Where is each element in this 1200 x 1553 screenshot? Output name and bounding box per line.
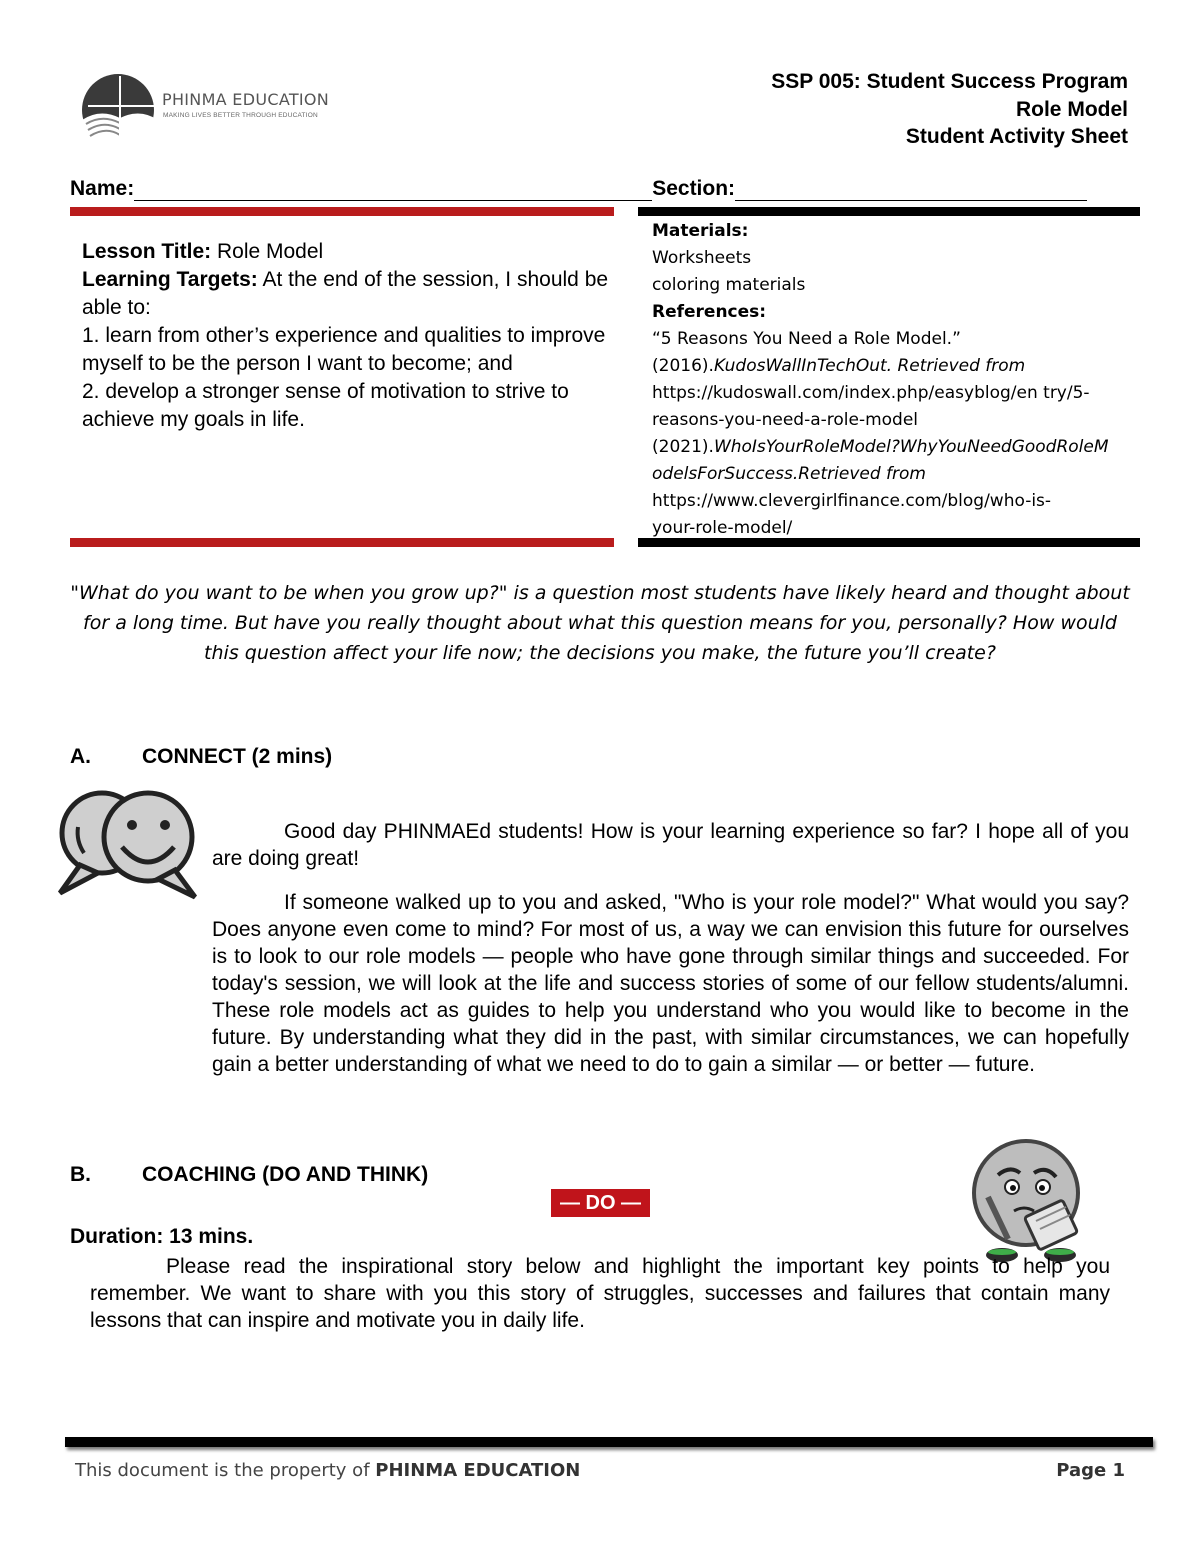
intro-quote: "What do you want to be when you grow up?" is a question most students have likely heard and thought about for a long time. But have you really thought about what this question means for you, personally? How would this question affect your life now; the decisions you make, the future you’ll create? bbox=[70, 582, 1130, 664]
reference-link[interactable]: reasons-you-need-a-role-model bbox=[652, 410, 919, 430]
reference-line: odelsForSuccess.Retrieved from bbox=[652, 464, 926, 484]
divider-black-top bbox=[638, 207, 1140, 216]
section-b-para: Please read the inspirational story below and highlight the important key points to help you remember. We want to share with you this story of struggles, successes and failures that contain many lessons that can inspire and motivate you in daily life. bbox=[90, 1255, 1110, 1332]
learning-target-2: 2. develop a stronger sense of motivation to strive to achieve my goals in life. bbox=[82, 380, 569, 431]
page-number: Page 1 bbox=[1056, 1460, 1125, 1481]
footer-ownership: This document is the property of PHINMA EDUCATION bbox=[75, 1460, 581, 1481]
lesson-heading: Role Model bbox=[1015, 98, 1128, 121]
material-item: Worksheets bbox=[652, 248, 752, 268]
section-field[interactable] bbox=[735, 180, 1087, 201]
reference-line: (2021).WhoIsYourRoleModel?WhyYouNeedGoodRoleM bbox=[652, 437, 1109, 457]
reference-line: (2016).KudosWallInTechOut. Retrieved from bbox=[652, 356, 1026, 376]
lesson-title-label: Lesson Title: bbox=[82, 240, 212, 263]
duration: Duration: 13 mins. bbox=[70, 1225, 254, 1248]
section-a-para1: Good day PHINMAEd students! How is your learning experience so far? I hope all of you are doing great! bbox=[212, 820, 1129, 870]
section-a-title: CONNECT (2 mins) bbox=[142, 745, 333, 768]
reference-link[interactable]: https://kudoswall.com/index.php/easyblog/en try/5- bbox=[652, 383, 1090, 403]
section-a-letter: A. bbox=[70, 745, 91, 768]
materials-box bbox=[652, 218, 1137, 542]
divider-red-bottom bbox=[70, 538, 614, 547]
do-badge: — DO — bbox=[551, 1189, 650, 1217]
materials-label: Materials: bbox=[652, 221, 749, 241]
reference-line: “5 Reasons You Need a Role Model.” bbox=[652, 329, 961, 349]
section-label: Section: bbox=[652, 177, 736, 200]
learning-targets-label: Learning Targets: bbox=[82, 268, 258, 291]
learning-target-1: 1. learn from other’s experience and qualities to improve myself to be the person I want to become; and bbox=[82, 324, 606, 375]
logo-name: PHINMA EDUCATION bbox=[162, 90, 330, 109]
smiley-chat-icon bbox=[50, 785, 205, 905]
learning-targets-intro: At the end of the session, I should be able to: bbox=[82, 268, 609, 319]
phinma-logo-icon bbox=[80, 68, 160, 158]
section-a-para2: If someone walked up to you and asked, "Who is your role model?" What would you say? Does anyone even come to mind? For most of us, a way we can envision this future for ourselves is to look to our role models — people who have gone through similar things and succeeded. For today's session, we will look at the life and success stories of some of our fellow students/alumni. These role models act as guides to help you understand who you would like to become in the future. By understanding what they did in the past, with similar circumstances, we can hopefully gain a better understanding of what we need to do to gain a similar — or better — future. bbox=[212, 891, 1129, 1076]
divider-red-top bbox=[70, 207, 614, 216]
reference-link[interactable]: https://www.clevergirlfinance.com/blog/who-is- bbox=[652, 491, 1052, 511]
name-label: Name: bbox=[70, 177, 135, 200]
name-field[interactable] bbox=[134, 180, 652, 201]
name-section-row bbox=[70, 177, 1087, 201]
section-b-title: COACHING (DO AND THINK) bbox=[142, 1163, 429, 1186]
sheet-type: Student Activity Sheet bbox=[905, 125, 1128, 148]
reference-link[interactable]: your-role-model/ bbox=[652, 518, 793, 538]
lesson-title-value: Role Model bbox=[211, 240, 324, 263]
references-label: References: bbox=[652, 302, 767, 322]
course-title: SSP 005: Student Success Program bbox=[771, 70, 1128, 93]
section-b-letter: B. bbox=[70, 1163, 91, 1186]
material-item: coloring materials bbox=[652, 275, 806, 295]
footer-divider bbox=[65, 1437, 1153, 1447]
logo-tagline: MAKING LIVES BETTER THROUGH EDUCATION bbox=[163, 112, 318, 119]
thinking-emoji-icon bbox=[968, 1135, 1098, 1265]
lesson-box bbox=[82, 238, 612, 434]
